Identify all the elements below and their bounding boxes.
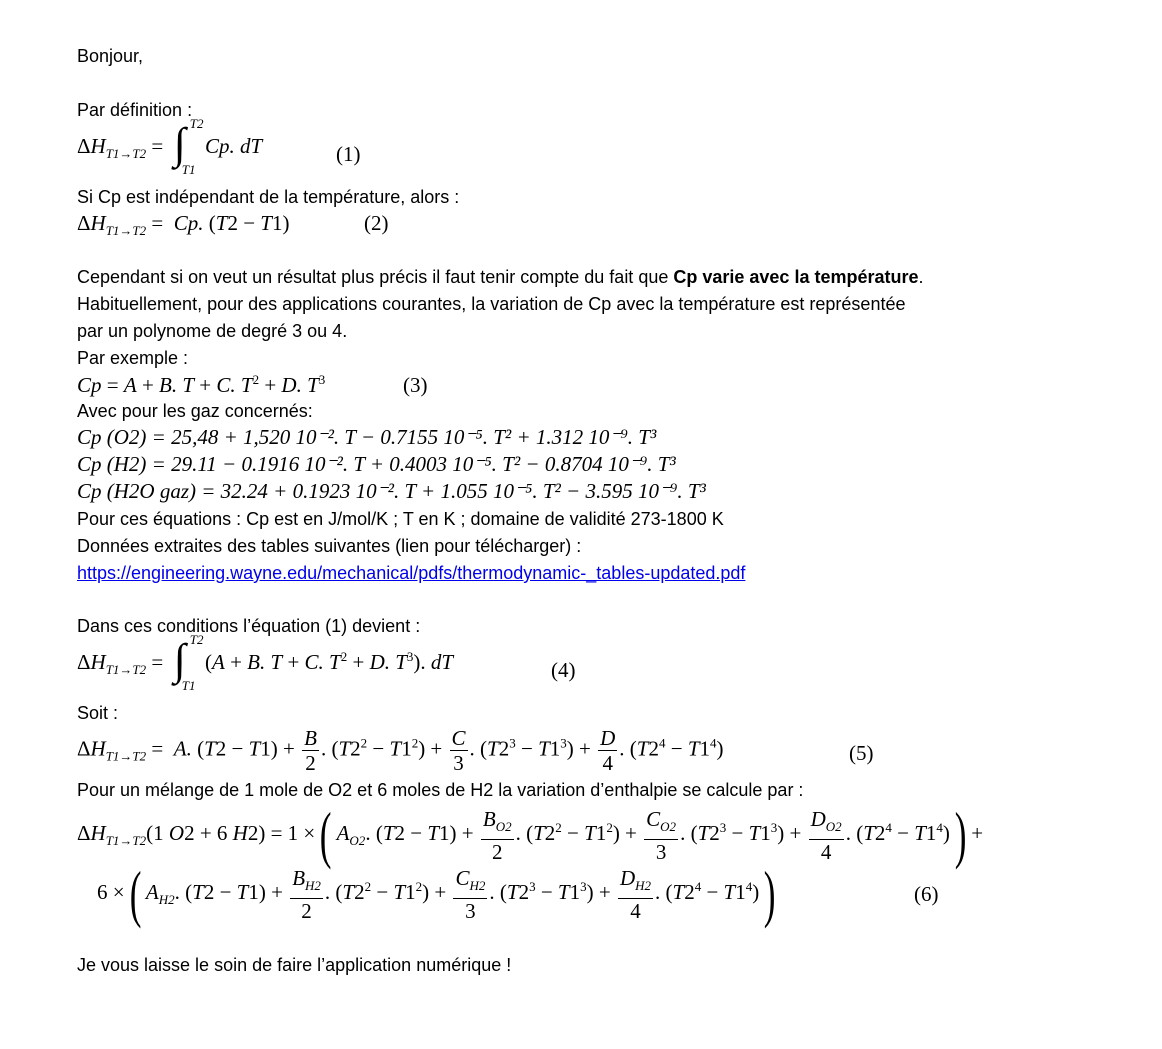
cependant-end: .: [918, 267, 924, 287]
cp-independent-text: Si Cp est indépendant de la température, alors :: [77, 187, 460, 207]
source-note: Données extraites des tables suivantes (lien pour télécharger) :: [77, 536, 582, 556]
equation-number-1: (1): [336, 142, 361, 166]
closing-text: Je vous laisse le soin de faire l’application numérique !: [77, 955, 512, 975]
gas-list-label: Avec pour les gaz concernés:: [77, 401, 313, 421]
equation-1: $\Delta H_{T1\to T2}$ = ∫ T2 T1 Cp. dT: [77, 116, 263, 177]
par-exemple-label: Par exemple :: [77, 348, 189, 368]
greeting: Bonjour,: [77, 46, 144, 66]
equation-number-3: (3): [403, 373, 428, 397]
equation-3: Cp = A + B. T + C. $T^2 + D$. $T^3$: [77, 372, 326, 397]
cp-o2-equation: Cp (O2) = 25,48 + 1,520 10⁻². T − 0.7155 10⁻⁵. T² + 1.312 10⁻⁹. T³: [77, 425, 657, 449]
mixture-text: Pour un mélange de 1 mole de O2 et 6 moles de H2 la variation d’enthalpie se calcule par :: [77, 780, 804, 800]
equation-2: $\Delta H_{T1\to T2} = Cp$. (T2 − T1): [77, 211, 290, 238]
equation-4: $\Delta H_{T1\to T2}$ = ∫ T2 T1 (A + B. T + C. $T^2 + D$. $T^3$). dT: [77, 632, 454, 693]
equation-number-6: (6): [914, 882, 939, 906]
tables-link-wrapper: [77, 562, 745, 584]
cependant-bold: Cp varie avec la température: [673, 267, 919, 287]
units-note: Pour ces équations : Cp est en J/mol/K ; T en K ; domaine de validité 273-1800 K: [77, 509, 724, 529]
tables-link[interactable]: https://engineering.wayne.edu/mechanical/pdfs/thermodynamic-_tables-updated.pdf: [77, 563, 746, 583]
cp-h2-equation: Cp (H2) = 29.11 − 0.1916 10⁻². T + 0.4003 10⁻⁵. T² − 0.8704 10⁻⁹. T³: [77, 452, 676, 476]
definition-heading: Par définition :: [77, 100, 193, 120]
paragraph-polynome: par un polynome de degré 3 ou 4.: [77, 321, 348, 341]
equation-6-line-1: $\Delta H_{T1\to T2}(1$ O2 + 6 H2) = 1 ×( $A_{O2}$. (T2 − T1) + $\frac{B_{O2}}{2}$ . $(T2^2 - T1^2)$ + $\frac{C_{O2}}{3}$ . $(T2^3 - T1^3)$ + $\frac{D_{O2}}{4}$ . $(T2^4 - T1^4)$) +: [77, 799, 984, 870]
equation-number-2: (2): [364, 211, 389, 235]
cp-h2o-equation: Cp (H2O gaz) = 32.24 + 0.1923 10⁻². T + 1.055 10⁻⁵. T² − 3.595 10⁻⁹. T³: [77, 479, 706, 503]
equation-number-5: (5): [849, 741, 874, 765]
equation-5: $\Delta H_{T1\to T2} = A$. (T2 − T1) + $\frac{B}{2}$ . $(T2^2 - T1^2)$ + $\frac{C}{3}$ . $(T2^3 - T1^3)$ + $\frac{D}{4}$ . $(T2^4 - T1^4)$: [77, 726, 724, 775]
cependant-text: Cependant si on veut un résultat plus précis il faut tenir compte du fait que: [77, 267, 674, 287]
equation-number-4: (4): [551, 658, 576, 682]
soit-label: Soit :: [77, 703, 119, 723]
paragraph-cependant: [77, 266, 924, 288]
equation-6-line-2: 6 ×( $A_{H2}$. (T2 − T1) + $\frac{B_{H2}}{2}$ . $(T2^2 - T1^2)$ + $\frac{C_{H2}}{3}$ . $(T2^3 - T1^3)$ + $\frac{D_{H2}}{4}$ . $(T2^4 - T1^4)$): [97, 858, 776, 929]
conditions-text: Dans ces conditions l’équation (1) devient :: [77, 616, 421, 636]
paragraph-habituellement: Habituellement, pour des applications courantes, la variation de Cp avec la température est représentée: [77, 294, 906, 314]
